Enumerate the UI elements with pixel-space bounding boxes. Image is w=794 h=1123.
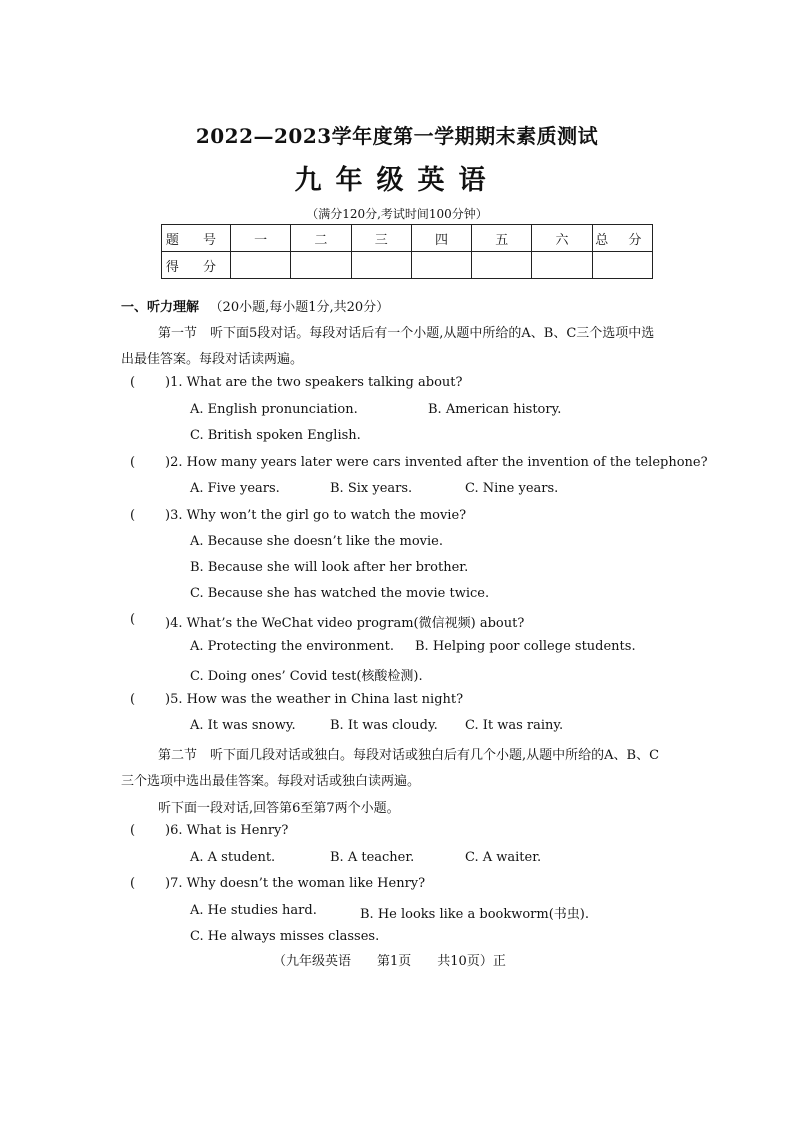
- part1-heading: [121, 296, 389, 315]
- question-stem: )3. Why won’t the girl go to watch the movie?: [165, 508, 467, 523]
- exam-title: 2022—2023学年度第一学期期末素质测试: [195, 124, 599, 148]
- score-cell[interactable]: [351, 252, 411, 279]
- score-cell[interactable]: [472, 252, 532, 279]
- question-stem: )2. How many years later were cars invented after the invention of the telephone?: [165, 455, 708, 470]
- part1-heading-label: 一、听力理解: [121, 300, 200, 315]
- score-table-col: 四: [411, 225, 471, 252]
- part1-heading-note: （20小题,每小题1分,共20分）: [209, 300, 390, 315]
- score-cell[interactable]: [411, 252, 471, 279]
- score-table-col: 六: [532, 225, 592, 252]
- option-a: A. Because she doesn’t like the movie.: [190, 534, 443, 549]
- option-c: C. British spoken English.: [190, 428, 361, 443]
- option-a: A. It was snowy.: [190, 718, 296, 733]
- option-a: A. English pronunciation.: [190, 402, 358, 417]
- answer-paren[interactable]: (: [130, 692, 136, 707]
- score-table-label-score: 得 分: [162, 252, 231, 279]
- score-table-label-number: 题 号: [162, 225, 231, 252]
- score-table-col: 二: [291, 225, 351, 252]
- question-stem: )5. How was the weather in China last night?: [165, 692, 464, 707]
- option-c: C. Doing ones’ Covid test(核酸检测).: [190, 669, 423, 684]
- section1-instruction-line1: 第一节 听下面5段对话。每段对话后有一个小题,从题中所给的A、B、C三个选项中选: [158, 326, 655, 341]
- question-stem: )7. Why doesn’t the woman like Henry?: [165, 876, 426, 891]
- option-b: B. Six years.: [330, 481, 413, 496]
- option-c: C. Nine years.: [465, 481, 559, 496]
- score-table-score-row: [162, 252, 653, 279]
- page-footer: （九年级英语 第1页 共10页）正: [273, 954, 506, 969]
- option-b: B. Helping poor college students.: [415, 639, 636, 654]
- score-table: [161, 224, 653, 279]
- score-table-col: 三: [351, 225, 411, 252]
- option-c: C. Because she has watched the movie twice.: [190, 586, 490, 601]
- option-c: C. He always misses classes.: [190, 929, 380, 944]
- option-b: B. It was cloudy.: [330, 718, 438, 733]
- exam-info: （满分120分,考试时间100分钟）: [306, 207, 488, 221]
- section2-sub-instruction: 听下面一段对话,回答第6至第7两个小题。: [158, 801, 400, 816]
- score-table-col: 五: [472, 225, 532, 252]
- option-c: C. It was rainy.: [465, 718, 564, 733]
- score-table-col: 一: [231, 225, 291, 252]
- answer-paren[interactable]: (: [130, 876, 136, 891]
- score-table-header-row: [162, 225, 653, 252]
- question-stem: )1. What are the two speakers talking about?: [165, 375, 463, 390]
- answer-paren[interactable]: (: [130, 455, 136, 470]
- answer-paren[interactable]: (: [130, 375, 136, 390]
- option-b: B. Because she will look after her brother.: [190, 560, 469, 575]
- option-a: A. A student.: [190, 850, 276, 865]
- section1-instruction-line2: 出最佳答案。每段对话读两遍。: [121, 352, 304, 367]
- option-b: B. American history.: [428, 402, 562, 417]
- answer-paren[interactable]: (: [130, 612, 136, 627]
- score-cell[interactable]: [532, 252, 592, 279]
- exam-subject: 九年级英语: [294, 165, 500, 196]
- answer-paren[interactable]: (: [130, 823, 136, 838]
- section2-instruction-line2: 三个选项中选出最佳答案。每段对话或独白读两遍。: [121, 774, 421, 789]
- question-stem: )6. What is Henry?: [165, 823, 289, 838]
- option-b: B. A teacher.: [330, 850, 415, 865]
- score-table-col: 总 分: [592, 225, 652, 252]
- question-stem: )4. What’s the WeChat video program(微信视频) about?: [165, 616, 525, 631]
- score-cell[interactable]: [592, 252, 652, 279]
- score-cell[interactable]: [231, 252, 291, 279]
- score-cell[interactable]: [291, 252, 351, 279]
- option-b: B. He looks like a bookworm(书虫).: [360, 907, 589, 922]
- option-c: C. A waiter.: [465, 850, 542, 865]
- option-a: A. Five years.: [190, 481, 280, 496]
- section2-instruction-line1: 第二节 听下面几段对话或独白。每段对话或独白后有几个小题,从题中所给的A、B、C: [158, 748, 660, 763]
- answer-paren[interactable]: (: [130, 508, 136, 523]
- option-a: A. Protecting the environment.: [190, 639, 395, 654]
- option-a: A. He studies hard.: [190, 903, 317, 918]
